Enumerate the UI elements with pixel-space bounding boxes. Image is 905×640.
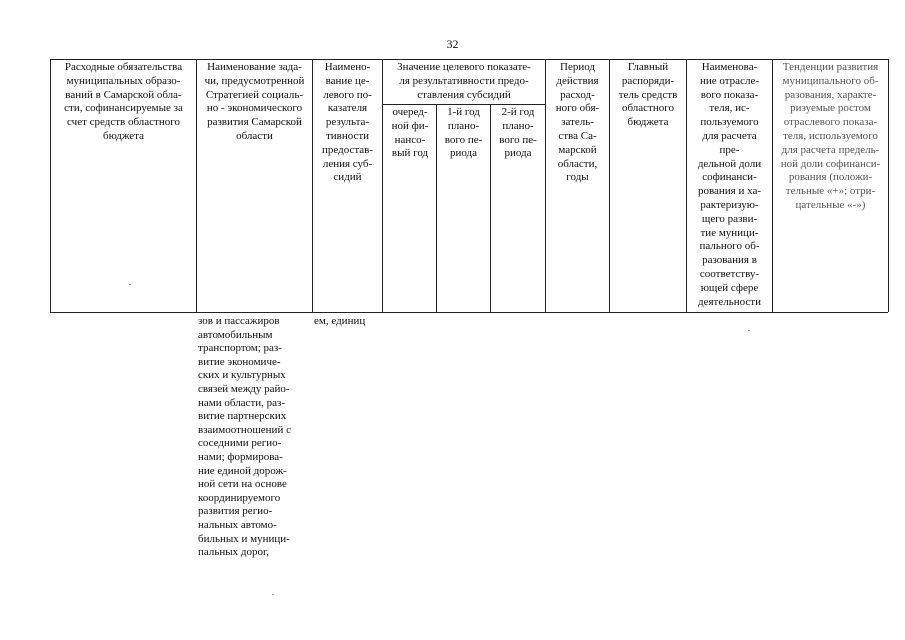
header-development-trends: Тенденции развития муниципального об- разования, характе- ризуемые ростом отраслевого показа- теля, используемого для расчета предель- ной доли софинанси- рования (положи- тельные «+»; отри- цательные «-») <box>780 61 881 211</box>
scan-speck <box>272 594 274 595</box>
header-obligation-period: Период действия расход- ного обя- затель- ства Са- марской области, годы <box>555 61 600 184</box>
scan-speck <box>129 284 131 285</box>
header-first-planning-year: 1-й год плано- вого пе- риода <box>444 106 483 160</box>
continuation-task-text: зов и пассажиров автомобильным транспортом; раз- витие экономиче- ских и культурных связей между райо- нами области, раз- витие партнерских взаимоотношений с соседними регио- нами; формирова- ние единой дорож- ной сети на основе координируемого развития регио- нальных автомо- бильных и муници- пальных дорог, <box>198 315 291 559</box>
header-expense-obligations: Расходные обязательства муниципальных образо- ваний в Самарской обла- сти, софинансируемые за счет средств областного бюджета <box>64 61 183 142</box>
scan-speck <box>748 330 750 331</box>
header-second-planning-year: 2-й год плано- вого пе- риода <box>499 106 537 160</box>
header-indicator-value-group: Значение целевого показате- ля результативности предо- ставления субсидий <box>397 61 531 101</box>
header-next-fiscal-year: очеред- ной фи- нансо- вый год <box>391 106 429 160</box>
header-indicator-name: Наимено- вание це- левого по- казателя результа- тивности предостав- ления суб- сидий <box>321 61 374 184</box>
header-task-name: Наименование зада- чи, предусмотренной Стратегией социаль- но - экономического развития Самарской области <box>204 61 305 142</box>
continuation-indicator-text: ем, единиц <box>314 315 366 327</box>
header-sector-indicator-name: Наименова- ние отрасле- вого показа- теля, ис- пользуемого для расчета пре- дельной доли софинанси- рования и ха- рактеризую- щего разви- тие муници- пального об- разования в соответству- ющей сфере деятельности <box>697 61 762 308</box>
header-main-budget-manager: Главный распоряди- тель средств областного бюджета <box>618 61 678 129</box>
page-number: 32 <box>446 37 459 51</box>
